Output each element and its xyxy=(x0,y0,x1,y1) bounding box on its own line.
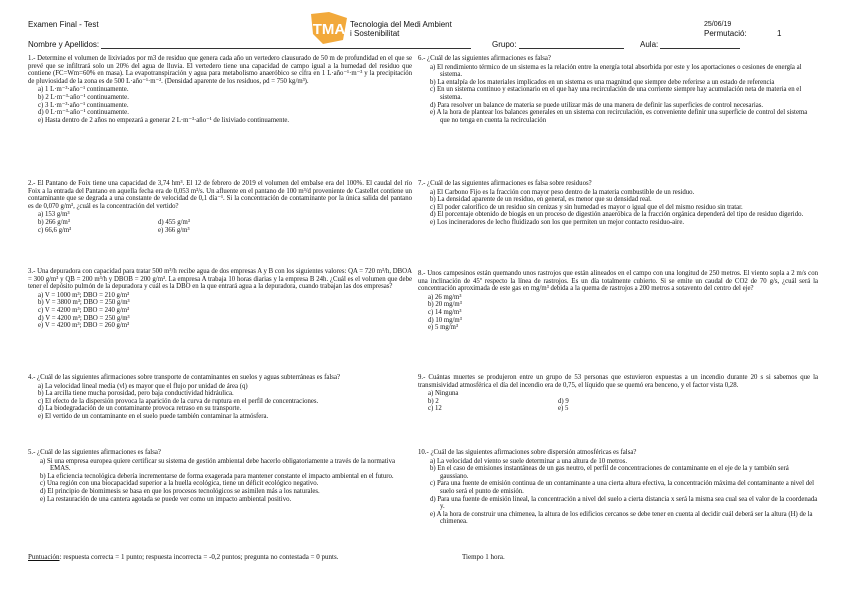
answer-option-a[interactable]: a) La velocidad lineal media (vl) es mayor que el flujo por unidad de área (q) xyxy=(38,382,248,390)
answer-option-c[interactable]: c) V = 4200 m³; DBO = 240 g/m³ xyxy=(38,306,130,314)
answer-option-b[interactable]: b) La densidad aparente de un residuo, en general, es menor que su densidad real. xyxy=(430,196,652,204)
question-text: 1.- Determine el volumen de lixiviados por m3 de residuo que genera cada año un vertedero clausurado de 50 m de profundidad en el que se prevé que se infiltrará solo un 20% del agua de lluvia. El vertedero tiene una capacidad de campo igual a la humedad del residuo que contiene (FC=Wm=60% en masa). La evapotranspiración y agua para metabolismo anaeróbico se cifra en 1 L·año⁻¹·m⁻³ y la precipitación de pluviosidad de la zona es de 500 L·año⁻¹·m⁻². (Densidad aparente de los residuos, ρd = 750 kg/m³). xyxy=(28,55,412,85)
answer-option-d[interactable]: d) Para resolver un balance de materia se puede utilizar más de una manera de definir las superficies de control necesarias. xyxy=(430,101,764,109)
answer-options xyxy=(428,294,818,332)
answer-option-b[interactable]: b) 266 g/m³ xyxy=(38,218,70,226)
answer-option-a[interactable]: a) La velocidad del viento se suele determinar a una altura de 10 metros. xyxy=(430,457,628,465)
group-field[interactable] xyxy=(492,40,624,49)
scoring-note xyxy=(28,553,338,561)
permutation-value: 1 xyxy=(777,29,782,38)
answer-option-b[interactable]: b) 2 L·m⁻³·año⁻¹ continuamente. xyxy=(38,93,129,101)
tma-logo-icon xyxy=(309,10,349,46)
name-label: Nombre y Apellidos: xyxy=(28,40,100,49)
answer-option-a[interactable]: a) Si una empresa europea quiere certificar su sistema de gestión ambiental debe hacerlo obligatoriamente a través de la normativa EMAS. xyxy=(40,457,395,473)
answer-option-b[interactable]: b) La entalpía de los materiales implicados en un sistema es una magnitud que siempre debe referirse a un estado de referencia xyxy=(430,78,775,86)
question-7 xyxy=(418,180,818,227)
answer-options xyxy=(38,86,412,124)
exam-date: 25/06/19 xyxy=(704,21,732,28)
answer-option-a[interactable]: a) Ninguna xyxy=(428,390,459,398)
answer-option-a[interactable]: a) 153 g/m³ xyxy=(38,211,70,219)
answer-option-e[interactable]: e) El vertido de un contaminante en el suelo puede también contaminar la atmósfera. xyxy=(38,412,269,420)
answer-option-c[interactable]: c) 66,6 g/m³ xyxy=(38,226,72,234)
question-3 xyxy=(28,268,412,330)
answer-option-c[interactable]: c) Una región con una biocapacidad superior a la huella ecológica, tiene un déficit ecológico negativo. xyxy=(40,480,319,488)
answer-options xyxy=(428,458,818,526)
answer-option-b[interactable]: b) La arcilla tiene mucha porosidad, pero baja conductividad hidráulica. xyxy=(38,390,234,398)
room-label: Aula: xyxy=(640,40,659,49)
name-field[interactable] xyxy=(28,40,471,49)
answer-option-b[interactable]: b) En el caso de emisiones instantáneas de un gas neutro, el perfil de concentraciones de contaminante en el eje de la y también será gaussiano. xyxy=(430,465,789,480)
permutation-label: Permutació: xyxy=(704,29,747,38)
answer-option-d[interactable]: d) V = 4200 m³; DBO = 250 g/m³ xyxy=(38,314,130,322)
answer-option-b[interactable]: b) 20 mg/m³ xyxy=(428,301,462,309)
name-line[interactable] xyxy=(101,40,471,49)
answer-row xyxy=(428,398,688,406)
question-5 xyxy=(28,449,412,503)
answer-option-d[interactable]: d) El principio de biomimesis se basa en que los procesos tecnológicos se asimilen más a los naturales. xyxy=(40,487,320,495)
group-label: Grupo: xyxy=(492,40,517,49)
question-4 xyxy=(28,374,412,421)
answer-option-c[interactable]: c) El efecto de la dispersión provoca la aparición de la curva de ruptura en el perfil de concentraciones. xyxy=(38,397,319,405)
question-text: 10.- ¿Cuál de las siguientes afirmaciones sobre dispersión atmosféricas es falsa? xyxy=(418,449,637,456)
question-text: 5.- ¿Cuál de las siguientes afirmaciones es falsa? xyxy=(28,449,161,456)
answer-options xyxy=(428,390,818,413)
answer-option-e[interactable]: e) V = 4200 m³; DBO = 260 g/m³ xyxy=(38,322,130,330)
time-note: Tiempo 1 hora. xyxy=(462,553,505,561)
answer-option-a[interactable]: a) 26 mg/m³ xyxy=(428,293,462,301)
answer-options xyxy=(428,189,818,227)
answer-option-c[interactable]: c) 14 mg/m³ xyxy=(428,308,462,316)
question-1 xyxy=(28,55,412,124)
question-text: 3.- Una depuradora con capacidad para tratar 500 m³/h recibe agua de dos empresas A y B con los siguientes valores: QA = 720 m³/h, DBOA = 300 g/m³ y QB = 200 m³/h y DBOB = 200 g/m³. La empresa A trabaja 10 horas diarias y la empresa B 24h. ¿Cuál es el volumen que debe tener el depósito pulmón de la depuradora y cuál es la DBO en la que entrará agua a la depuradora, cuando trabajan las dos empresas? xyxy=(28,268,412,291)
answer-option-d[interactable]: d) El porcentaje obtenido de biogás en un proceso de digestión anaeróbica de la fracción orgánica dependerá del tipo de residuo digerido. xyxy=(430,211,804,219)
answer-option-e[interactable]: e) 5 mg/m³ xyxy=(428,324,458,332)
answer-option-e[interactable]: e) 5 xyxy=(558,405,569,413)
answer-options xyxy=(428,64,818,125)
question-10 xyxy=(418,449,818,526)
answer-option-e[interactable]: e) Hasta dentro de 2 años no empezará a generar 2 L·m⁻³·año⁻¹ de lixiviado continuamente. xyxy=(38,116,290,124)
answer-option-c[interactable]: c) En un sistema continuo y estacionario en el que hay una recirculación de una corriente siempre hay acumulación neta de materia en el sistema. xyxy=(430,86,802,101)
logo-text: TMA xyxy=(312,21,346,38)
answer-options xyxy=(38,383,412,421)
answer-options xyxy=(38,292,412,330)
answer-option-c[interactable]: c) 3 L·m⁻³·año⁻¹ continuamente. xyxy=(38,101,129,109)
answer-option-e[interactable]: e) La restauración de una cantera agotada se puede ver como un impacto ambiental positivo. xyxy=(40,495,292,503)
scoring-label: Puntuación xyxy=(28,553,60,561)
answer-option-d[interactable]: d) 0 L·m⁻³·año⁻¹ continuamente. xyxy=(38,109,129,117)
answer-option-a[interactable]: a) El Carbono Fijo es la fracción con mayor peso dentro de la materia combustible de un residuo. xyxy=(430,188,695,196)
answer-option-a[interactable]: a) El rendimiento térmico de un sistema es la relación entre la energía total absorbida por este y los aportaciones o cesiones de energía al sistema. xyxy=(430,63,802,79)
question-6 xyxy=(418,55,818,124)
answer-option-e[interactable]: e) 366 g/m³ xyxy=(158,226,190,234)
answer-row xyxy=(38,227,412,235)
answer-option-b[interactable]: b) La eficiencia tecnológica debería incrementarse de forma exagerada para mantener constante el impacto ambiental en el futuro. xyxy=(40,472,394,480)
answer-option-d[interactable]: d) La biodegradación de un contaminante provoca retraso en su transporte. xyxy=(38,405,242,413)
scoring-text: : respuesta correcta = 1 punto; respuesta incorrecta = -0,2 puntos; pregunta no contestada = 0 punts. xyxy=(59,553,339,561)
answer-option-a[interactable]: a) V = 1000 m³; DBO = 210 g/m³ xyxy=(38,291,130,299)
room-field[interactable] xyxy=(640,40,740,49)
answer-option-e[interactable]: e) Los incineradores de lecho fluidizado son los que permiten un mejor contacto residuo-aire. xyxy=(430,218,685,226)
answer-row xyxy=(38,219,412,227)
exam-title: Examen Final - Test xyxy=(28,20,99,29)
question-text: 7.- ¿Cuál de las siguientes afirmaciones es falsa sobre residuos? xyxy=(418,180,592,187)
answer-option-b[interactable]: b) V = 3800 m³; DBO = 250 g/m³ xyxy=(38,299,130,307)
exam-header xyxy=(0,0,848,52)
answer-option-c[interactable]: c) 12 xyxy=(428,405,442,413)
answer-option-e[interactable]: e) A la hora de construir una chimenea, la altura de los edificios cercanos se debe tener en cuenta al decidir cuál deberá ser la altura (H) de la chimenea. xyxy=(430,510,813,526)
question-text: 9.- Cuántas muertes se produjeron entre un grupo de 53 personas que estuvieron expuestas a un incendio durante 20 s si sabemos que la transmisividad atmosférica el día del incendio era de 0,75, el líquido que se quemó era benceno, y el factor vista 0,28. xyxy=(418,374,818,389)
answer-option-c[interactable]: c) Para una fuente de emisión continua de un contaminante a una cierta altura efectiva, la concentración máxima del contaminante a nivel del suelo será el punto de emisión. xyxy=(430,480,815,495)
institution-line-1: Tecnologia del Medi Ambient xyxy=(350,20,452,29)
answer-option-c[interactable]: c) El poder calorífico de un residuo sin cenizas y sin humedad es mayor o igual que el del mismo residuo sin tratar. xyxy=(430,203,743,211)
answer-option-d[interactable]: d) 10 mg/m³ xyxy=(428,316,462,324)
question-text: 4.- ¿Cuál de las siguientes afirmaciones sobre transporte de contaminantes en suelos y aguas subterráneas es falsa? xyxy=(28,374,340,381)
question-text: 8.- Unos campesinos están quemando unos rastrojos que están alineados en el campo con una longitud de 250 metros. El viento sopla a 2 m/s con una inclinación de 45º respecto la línea de rastrojos. Es un día totalmente cubierto. Si se emite un caudal de CO2 de 70 g/s, ¿cuál será la concentración aproximada de este gas en mg/m³ debida a la quema de rastrojos a 200 metros a sotavento del centro del eje? xyxy=(418,270,818,293)
tma-logo xyxy=(309,10,349,46)
question-2 xyxy=(28,180,412,234)
answer-row xyxy=(428,405,688,413)
institution-name xyxy=(350,20,452,38)
answer-option-b[interactable]: b) 2 xyxy=(428,397,439,405)
question-text: 6.- ¿Cuál de las siguientes afirmaciones es falsa? xyxy=(418,55,551,62)
group-line[interactable] xyxy=(519,40,624,49)
answer-option-d[interactable]: d) 455 g/m³ xyxy=(158,218,190,226)
answer-options xyxy=(38,458,412,504)
question-9 xyxy=(418,374,818,413)
question-text: 2.- El Pantano de Foix tiene una capacidad de 3,74 hm³. El 12 de febrero de 2019 el volumen del embalse era del 100%. El caudal del río Foix a la entrada del Pantano en aquella fecha era de 0,053 m³/s. Un afluente en el pantano de 100 m³/d proveniente de Castellet contiene un contaminante que se degrada a una constante de velocidad de 0,1 día⁻¹. Si la concentración de contaminante por la única salida del pantano es de 0,070 g/m³, ¿cuál es la concentración del vertido? xyxy=(28,180,412,210)
question-8 xyxy=(418,270,818,332)
answer-option-e[interactable]: e) A la hora de plantear los balances generales en un sistema con recirculación, es conveniente definir una superficie de control del sistema que no tenga en cuenta la recirculación xyxy=(430,109,808,124)
room-line[interactable] xyxy=(660,40,740,49)
institution-line-2: i Sostenibilitat xyxy=(350,29,400,38)
answer-option-d[interactable]: d) 9 xyxy=(558,397,569,405)
answer-option-a[interactable]: a) 1 L·m⁻³·año⁻¹ continuamente. xyxy=(38,86,129,94)
answer-options xyxy=(38,211,412,234)
answer-option-d[interactable]: d) Para una fuente de emisión lineal, la concentración a nivel del suelo a cierta distancia x será la misma sea cual sea el valor de la coordenada y. xyxy=(430,495,818,511)
